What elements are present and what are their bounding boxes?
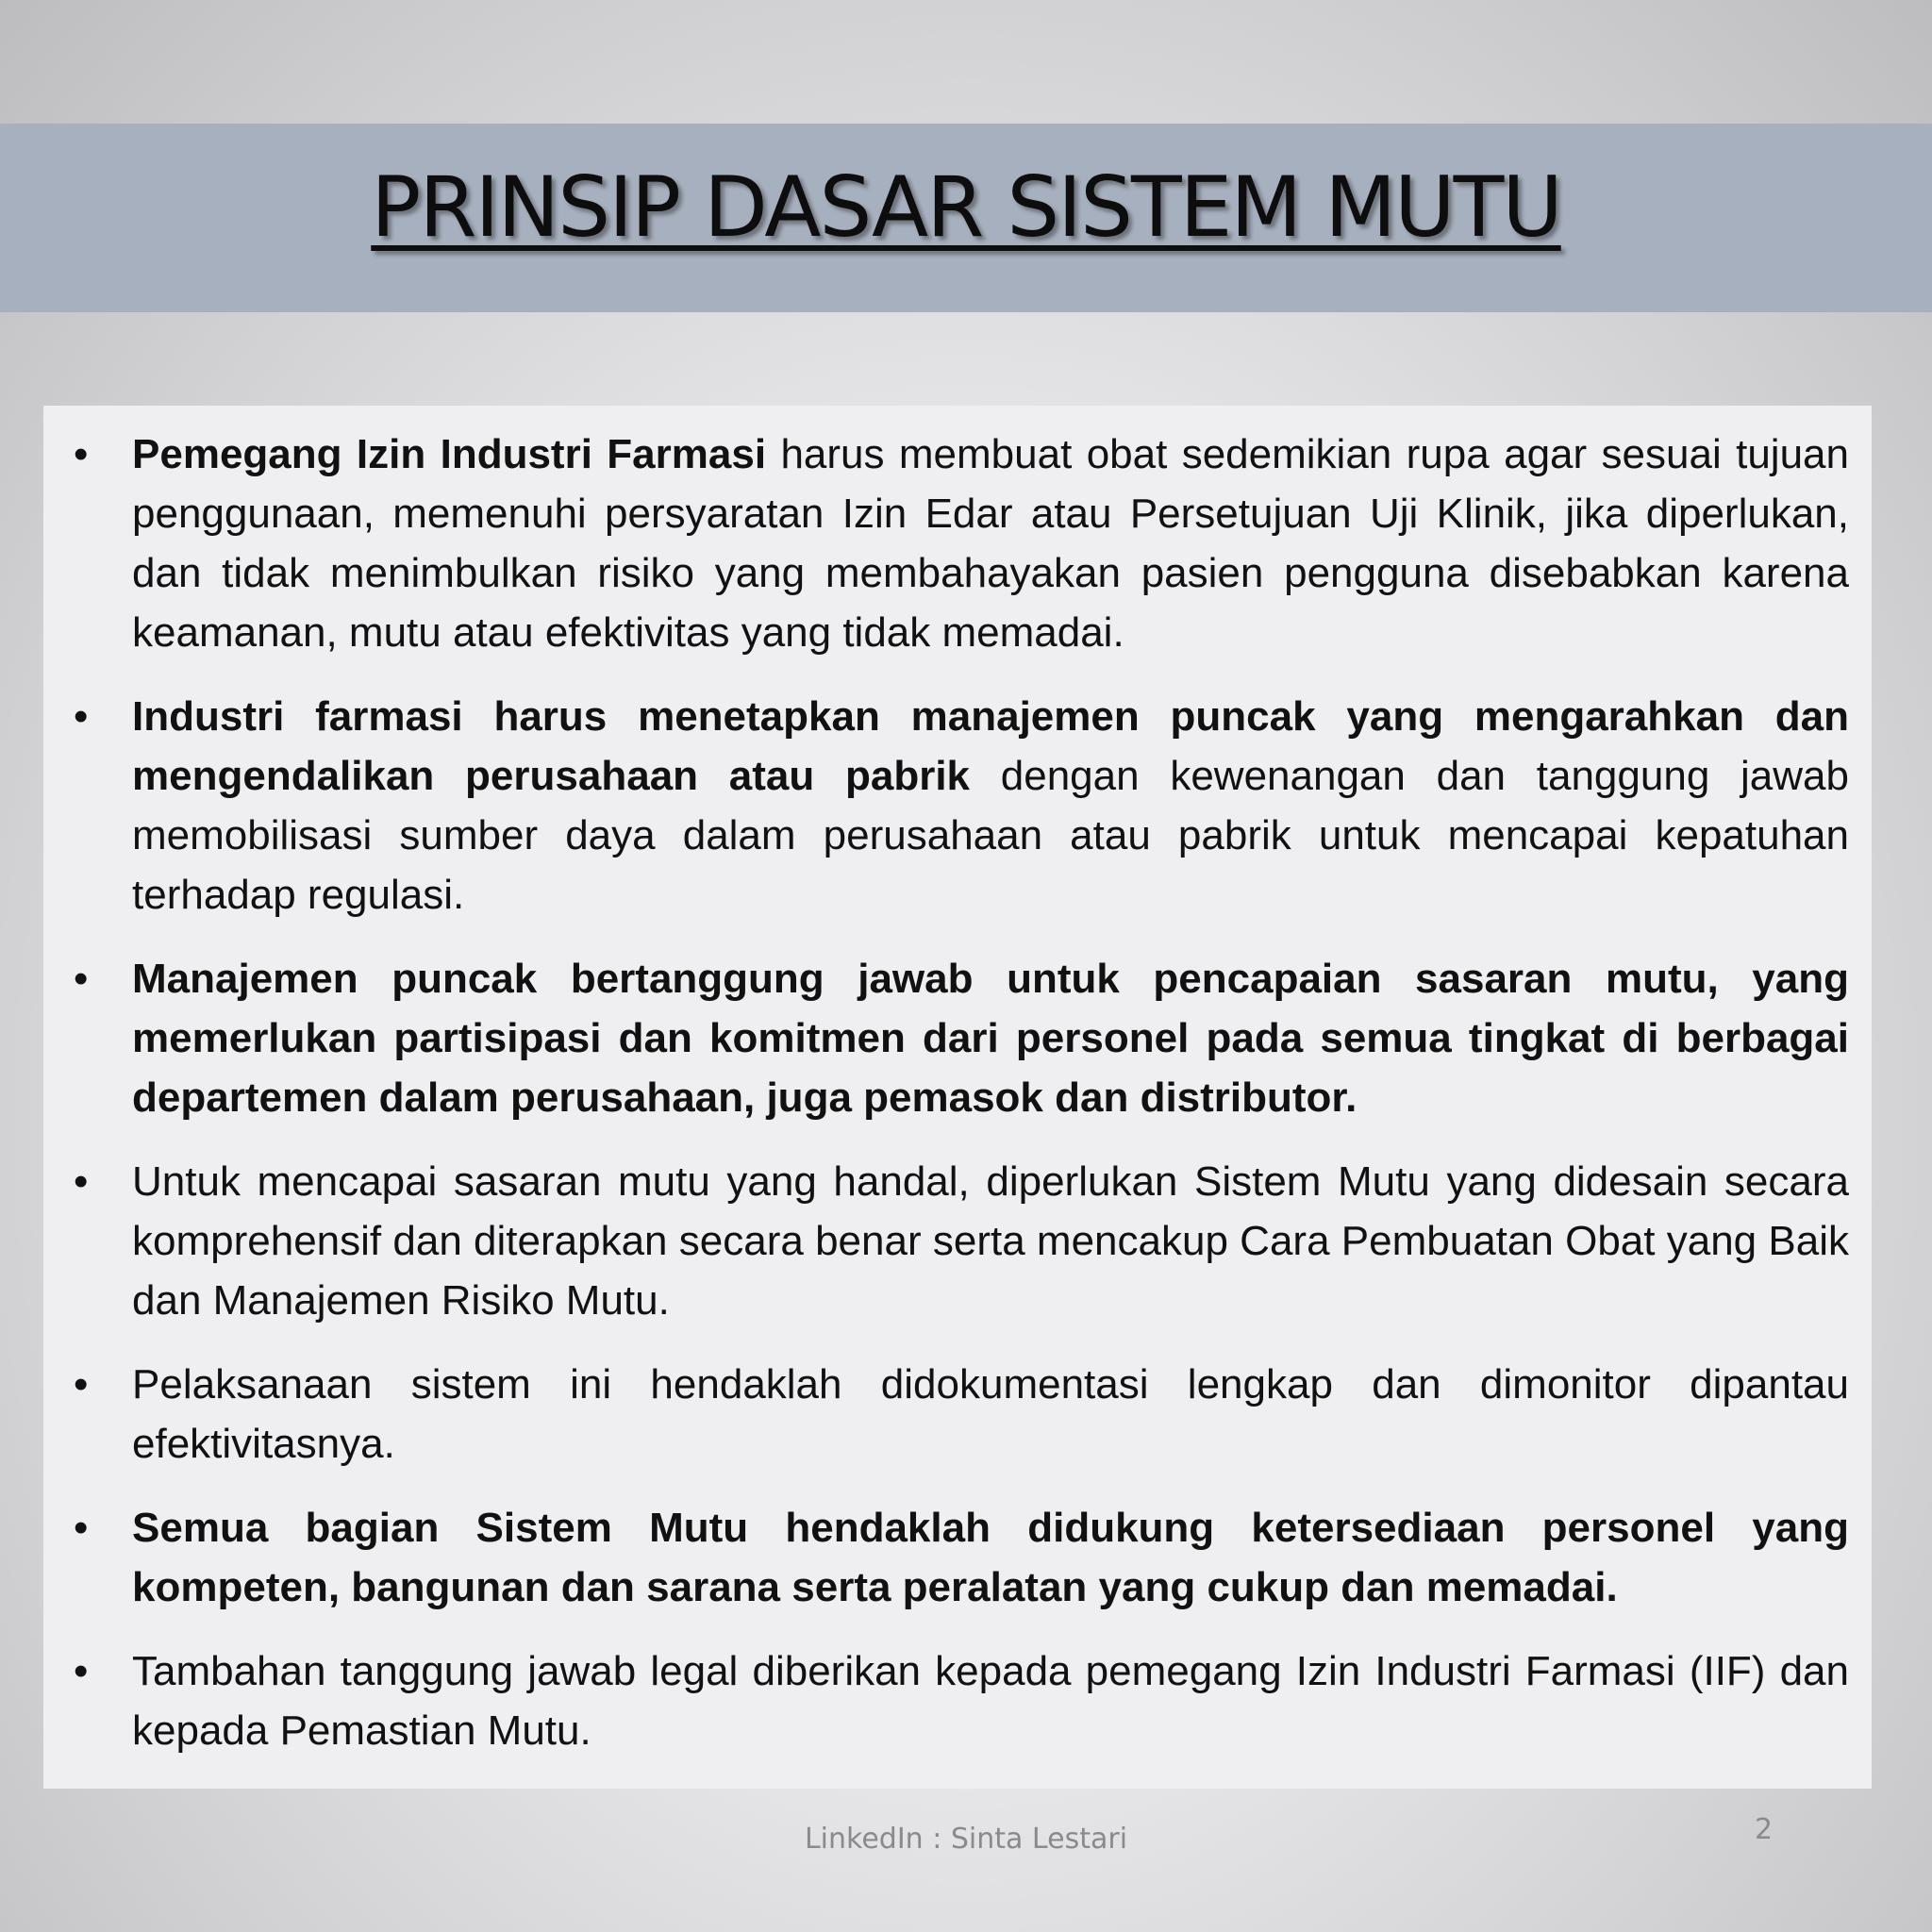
bullet-dot-icon: • <box>74 1158 89 1205</box>
title-band <box>0 124 1932 312</box>
bullet-dot-icon: • <box>74 1361 89 1407</box>
bullet-item <box>66 1498 1849 1617</box>
slide-title: PRINSIP DASAR SISTEM MUTU <box>371 158 1561 256</box>
bullet-dot-icon: • <box>74 431 89 477</box>
bullet-text: harus membuat obat sedemikian rupa agar sesuai tujuan penggunaan, memenuhi persyaratan Izin Edar atau Persetujuan Uji Klinik, jika diperlukan, dan tidak menimbulkan risiko yang membahayakan pasien pengguna disebabkan karena keamanan, mutu atau efektivitas yang tidak memadai. <box>132 431 1849 656</box>
page-number: 2 <box>1755 1813 1774 1846</box>
bullet-text: Pelaksanaan sistem ini hendaklah didokumentasi lengkap dan dimonitor dipantau efektivitasnya. <box>132 1361 1849 1467</box>
bullet-item <box>66 1355 1849 1474</box>
bullet-text: Tambahan tanggung jawab legal diberikan kepada pemegang Izin Industri Farmasi (IIF) dan kepada Pemastian Mutu. <box>132 1648 1849 1754</box>
footer-credit: LinkedIn : Sinta Lestari <box>804 1823 1128 1856</box>
bullet-bold-text: Industri farmasi harus menetapkan manajemen puncak yang mengarahkan dan mengendalikan perusahaan atau pabrik <box>132 693 1849 799</box>
bullet-dot-icon: • <box>74 1648 89 1694</box>
bullet-list <box>66 425 1849 1760</box>
bullet-dot-icon: • <box>74 1505 89 1551</box>
bullet-bold-text: Manajemen puncak bertanggung jawab untuk pencapaian sasaran mutu, yang memerlukan partisipasi dan komitmen dari personel pada semua tingkat di berbagai departemen dalam perusahaan, juga pemasok dan distributor. <box>132 956 1849 1121</box>
bullet-item <box>66 1641 1849 1760</box>
content-box <box>43 406 1872 1789</box>
bullet-dot-icon: • <box>74 956 89 1002</box>
bullet-item <box>66 1152 1849 1330</box>
bullet-bold-text: Semua bagian Sistem Mutu hendaklah didukung ketersediaan personel yang kompeten, bangunan dan sarana serta peralatan yang cukup dan memadai. <box>132 1505 1849 1610</box>
bullet-item <box>66 687 1849 924</box>
bullet-item <box>66 949 1849 1127</box>
bullet-text: dengan kewenangan dan tanggung jawab memobilisasi sumber daya dalam perusahaan atau pabrik untuk mencapai kepatuhan terhadap regulasi. <box>132 753 1849 918</box>
bullet-bold-text: Pemegang Izin Industri Farmasi <box>132 431 767 477</box>
bullet-item <box>66 425 1849 662</box>
bullet-text: Untuk mencapai sasaran mutu yang handal, diperlukan Sistem Mutu yang didesain secara komprehensif dan diterapkan secara benar serta mencakup Cara Pembuatan Obat yang Baik dan Manajemen Risiko Mutu. <box>132 1158 1849 1324</box>
bullet-dot-icon: • <box>74 693 89 740</box>
